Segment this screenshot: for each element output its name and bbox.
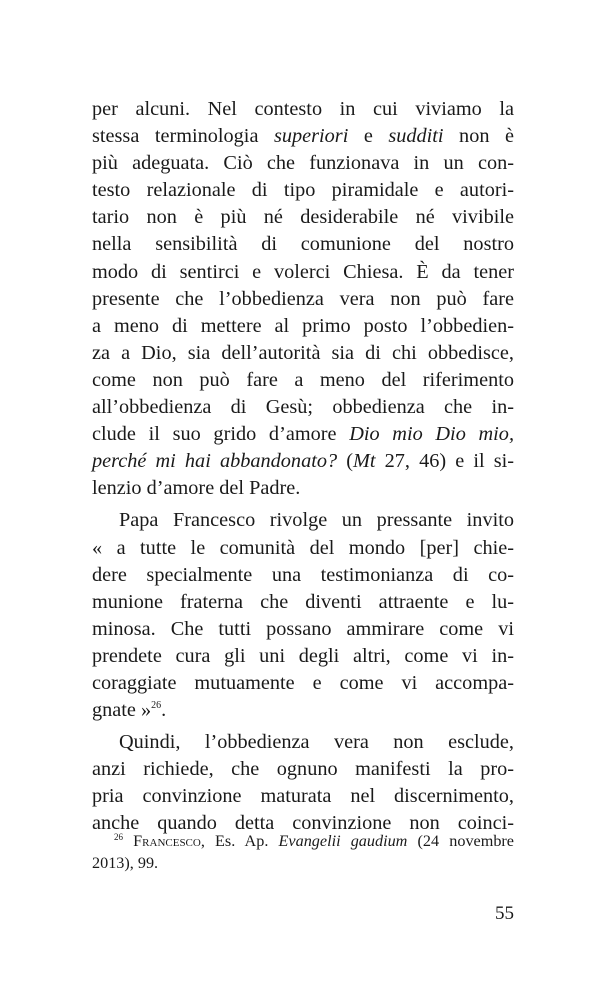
text-line: anche quando detta convinzione non coinci- [92, 812, 514, 835]
text-line: lenzio d’amore del Padre. [92, 477, 301, 500]
text-line: Quindi, l’obbedienza vera non esclude, [119, 731, 514, 754]
text-line: per alcuni. Nel contesto in cui viviamo la [92, 98, 514, 120]
italic-reference: Mt [352, 450, 376, 473]
text-line: Papa Francesco rivolge un pressante invito [119, 509, 514, 532]
text-line: dere specialmente una testimonianza di co- [92, 563, 514, 586]
text-line: anzi richiede, che ognuno manifesti la pro- [92, 758, 514, 781]
text-line: minosa. Che tutti possano ammirare come vi [92, 617, 514, 640]
text-line: come non può fare a meno del riferimento [92, 368, 514, 391]
text-line: stessa terminologia superiori e sudditi non è [92, 125, 514, 148]
italic-quote: perché mi hai abbandonato? [92, 450, 338, 473]
text-line: testo relazionale di tipo piramidale e autori- [92, 179, 514, 202]
footnote-title: Evangelii gaudium [278, 832, 408, 850]
text-line: tario non è più né desiderabile né vivibile [92, 206, 514, 229]
body-text [92, 96, 514, 838]
text-line: nella sensibilità di comunione del nostro [92, 233, 514, 256]
text-line: gnate »$^{26}$. [92, 699, 167, 722]
text-line: za a Dio, sia dell’autorità sia di chi obbedisce, [92, 341, 514, 364]
footnote-author: Francesco [133, 832, 201, 850]
text-line: modo di sentirci e volerci Chiesa. È da tener [92, 260, 514, 283]
paragraph [92, 729, 514, 837]
footnote-reference: 26 [151, 700, 162, 712]
italic-term: sudditi [388, 125, 444, 148]
text-line: a meno di mettere al primo posto l’obbedien- [92, 314, 514, 337]
text-line: « a tutte le comunità del mondo [per] chie- [92, 536, 514, 559]
italic-quote: Dio mio Dio mio, [349, 423, 515, 446]
text-line: coraggiate mutuamente e come vi accompa- [92, 671, 514, 694]
footnote-number: 26 [114, 832, 123, 842]
footnote [92, 830, 514, 874]
footnote-line: $^{26}$ Francesco, Es. Ap. Evangelii gaudium (24 novembre [114, 832, 514, 850]
text-line: munione fraterna che diventi attraente e lu- [92, 590, 514, 613]
text-line: clude il suo grido d’amore Dio mio Dio mio, [92, 423, 515, 446]
text-line: presente che l’obbedienza vera non può fare [92, 287, 514, 310]
paragraph [92, 96, 514, 502]
text-line: perché mi hai abbandonato? (Mt 27, 46) e il si- [92, 450, 514, 473]
paragraph [92, 507, 514, 724]
text-line: all’obbedienza di Gesù; obbedienza che in- [92, 396, 514, 419]
text-line: più adeguata. Ciò che funzionava in un con- [92, 152, 514, 175]
footnote-line: 2013), 99. [92, 854, 159, 872]
text-line: pria convinzione maturata nel discernimento, [92, 785, 514, 808]
page-number: 55 [495, 903, 514, 924]
italic-term: superiori [273, 125, 349, 148]
text-line: prendete cura gli uni degli altri, come vi in- [92, 644, 514, 667]
